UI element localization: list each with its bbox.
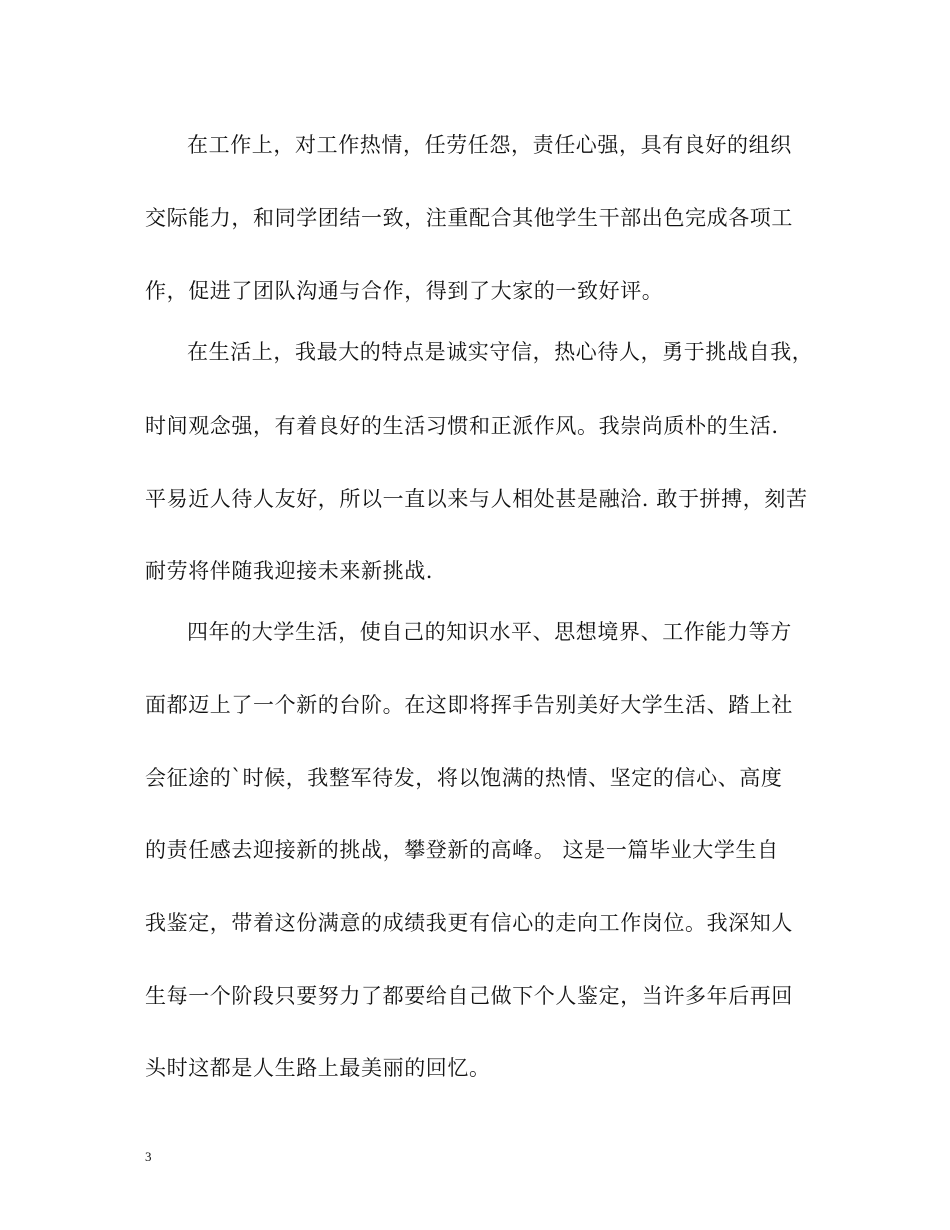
paragraph-2-line-4: 耐劳将伴随我迎接未来新挑战. <box>145 559 434 583</box>
paragraph-1-line-2: 交际能力，和同学团结一致，注重配合其他学生干部出色完成各项工 <box>145 206 793 230</box>
paragraph-3-line-3: 会征途的`时候，我整军待发，将以饱满的热情、坚定的信心、高度 <box>145 766 783 790</box>
paragraph-2-line-1: 在生活上，我最大的特点是诚实守信，热心待人，勇于挑战自我， <box>187 340 814 364</box>
paragraph-3-line-7: 头时这都是人生路上最美丽的回忆。 <box>145 1056 491 1080</box>
paragraph-2-line-2: 时间观念强，有着良好的生活习惯和正派作风。我崇尚质朴的生活. <box>145 414 779 438</box>
paragraph-3-line-5: 我鉴定，带着这份满意的成绩我更有信心的走向工作岗位。我深知人 <box>145 911 793 935</box>
page-number: 3 <box>145 1149 152 1164</box>
paragraph-1-line-1: 在工作上，对工作热情，任劳任怨，责任心强，具有良好的组织 <box>187 133 792 157</box>
paragraph-3-line-2: 面都迈上了一个新的台阶。在这即将挥手告别美好大学生活、踏上社 <box>145 693 793 717</box>
paragraph-3-line-1: 四年的大学生活，使自己的知识水平、思想境界、工作能力等方 <box>187 620 792 644</box>
paragraph-3-line-4: 的责任感去迎接新的挑战，攀登新的高峰。 这是一篇毕业大学生自 <box>145 838 779 862</box>
paragraph-1-line-3: 作，促进了团队沟通与合作，得到了大家的一致好评。 <box>145 279 664 303</box>
paragraph-2-line-3: 平易近人待人友好，所以一直以来与人相处甚是融洽. 敢于拼搏，刻苦 <box>145 487 808 511</box>
paragraph-3-line-6: 生每一个阶段只要努力了都要给自己做下个人鉴定，当许多年后再回 <box>145 984 793 1008</box>
